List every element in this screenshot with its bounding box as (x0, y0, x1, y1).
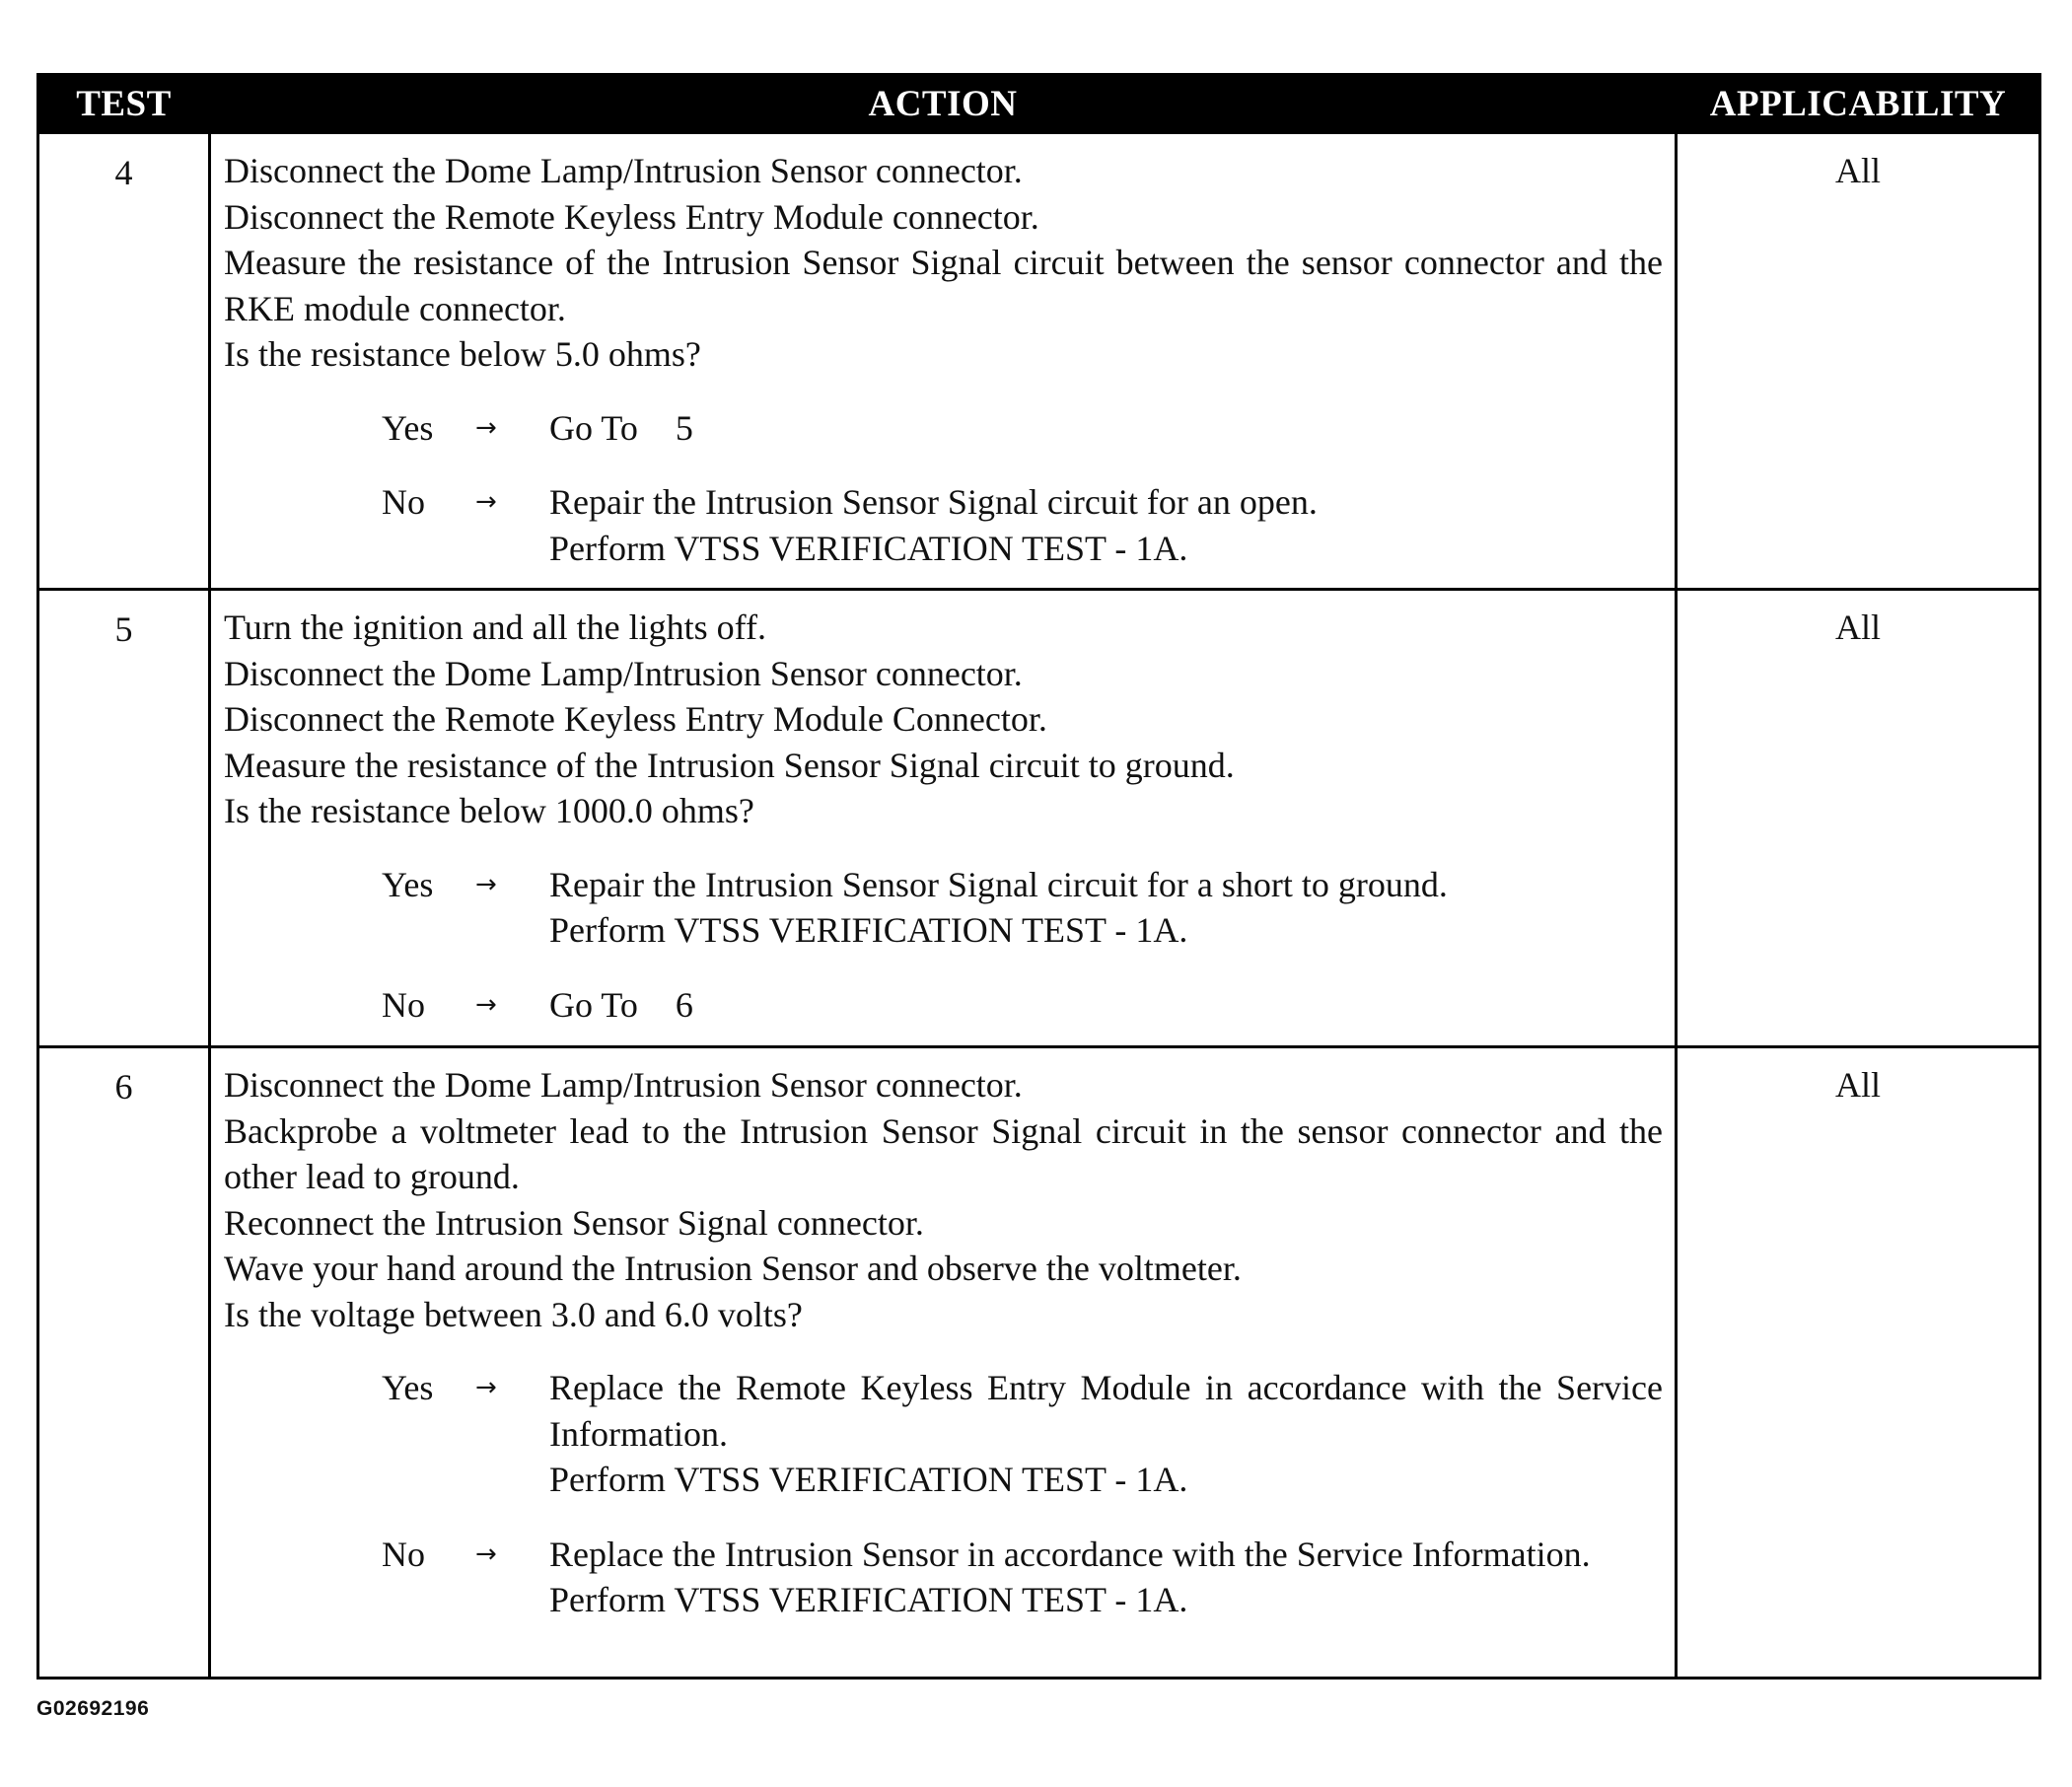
goto-text: Go To (549, 407, 638, 448)
diagnostic-test-table-container (36, 73, 2038, 1680)
yes-label: Yes (382, 864, 434, 904)
action-step: Disconnect the Dome Lamp/Intrusion Sensor connector. (224, 1065, 1023, 1105)
answer-line: Perform VTSS VERIFICATION TEST - 1A. (549, 910, 1188, 950)
no-label: No (382, 482, 425, 522)
right-arrow-icon: → (475, 487, 497, 517)
action-step: Turn the ignition and all the lights off. (224, 608, 766, 647)
answer-line: Repair the Intrusion Sensor Signal circuit for an open. (549, 482, 1318, 522)
yes-label: Yes (382, 407, 434, 448)
header-test: TEST (38, 75, 210, 133)
answer-line: Perform VTSS VERIFICATION TEST - 1A. (549, 1460, 1188, 1499)
no-answer (224, 982, 1663, 1029)
no-answer (224, 479, 1663, 571)
action-step: Reconnect the Intrusion Sensor Signal connector. (224, 1202, 924, 1243)
diagnostic-test-table (36, 73, 2041, 1680)
answer-block (224, 405, 1663, 572)
answer-line: Perform VTSS VERIFICATION TEST - 1A. (549, 528, 1188, 568)
action-step: Is the resistance below 1000.0 ohms? (224, 791, 754, 830)
right-arrow-icon: → (475, 989, 497, 1020)
answer-block (224, 1365, 1663, 1623)
answer-line: Perform VTSS VERIFICATION TEST - 1A. (549, 1580, 1188, 1619)
table-row (38, 133, 2040, 590)
table-row (38, 1047, 2040, 1679)
yes-label: Yes (382, 1368, 434, 1407)
answer-block (224, 862, 1663, 1029)
answer-line: Repair the Intrusion Sensor Signal circuit for a short to ground. (549, 864, 1448, 904)
action-cell (210, 590, 1677, 1047)
action-step: Is the resistance below 5.0 ohms? (224, 334, 701, 374)
yes-answer (224, 862, 1663, 954)
no-label: No (382, 1534, 425, 1574)
applicability-value: All (1677, 1047, 2040, 1679)
action-step: Disconnect the Dome Lamp/Intrusion Sensor connector. (224, 151, 1023, 190)
applicability-value: All (1677, 590, 2040, 1047)
action-step: Backprobe a voltmeter lead to the Intrusion Sensor Signal circuit in the sensor connector and the other lead to ground. (224, 1110, 1663, 1196)
action-step: Disconnect the Remote Keyless Entry Module Connector. (224, 699, 1047, 739)
right-arrow-icon: → (475, 1538, 497, 1569)
answer-line: Replace the Intrusion Sensor in accordance with the Service Information. (549, 1534, 1591, 1574)
right-arrow-icon: → (475, 412, 497, 443)
goto-target: 5 (675, 407, 693, 448)
action-step: Disconnect the Dome Lamp/Intrusion Sensor connector. (224, 653, 1023, 693)
action-cell (210, 133, 1677, 590)
table-header-row (38, 75, 2040, 133)
right-arrow-icon: → (475, 869, 497, 899)
header-action: ACTION (210, 75, 1677, 133)
table-row (38, 590, 2040, 1047)
figure-id: G02692196 (36, 1697, 150, 1720)
header-applicability: APPLICABILITY (1677, 75, 2040, 133)
test-number: 6 (38, 1047, 210, 1679)
goto-target: 6 (675, 984, 693, 1025)
action-cell (210, 1047, 1677, 1679)
answer-line: Replace the Remote Keyless Entry Module in accordance with the Service Information. (549, 1368, 1663, 1454)
test-number: 5 (38, 590, 210, 1047)
right-arrow-icon: → (475, 1373, 497, 1402)
yes-answer (224, 1365, 1663, 1503)
goto-text: Go To (549, 984, 638, 1025)
action-step: Wave your hand around the Intrusion Sensor and observe the voltmeter. (224, 1249, 1242, 1288)
no-label: No (382, 984, 425, 1025)
test-number: 4 (38, 133, 210, 590)
action-step: Measure the resistance of the Intrusion Sensor Signal circuit to ground. (224, 745, 1235, 785)
action-step: Disconnect the Remote Keyless Entry Module connector. (224, 196, 1039, 237)
action-step: Measure the resistance of the Intrusion Sensor Signal circuit between the sensor connector and the RKE module connector. (224, 243, 1663, 328)
action-step: Is the voltage between 3.0 and 6.0 volts? (224, 1294, 803, 1334)
applicability-value: All (1677, 133, 2040, 590)
yes-answer (224, 405, 1663, 452)
no-answer (224, 1532, 1663, 1623)
